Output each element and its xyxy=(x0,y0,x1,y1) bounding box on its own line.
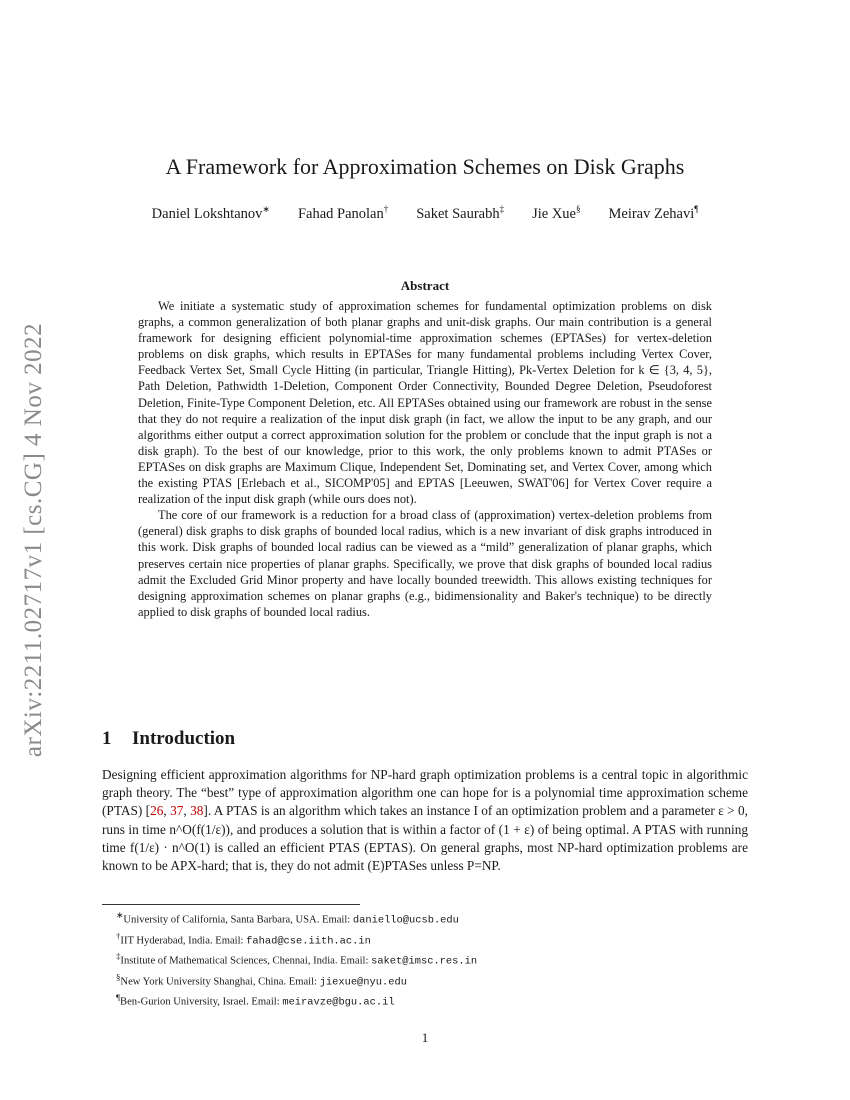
author: Fahad Panolan† xyxy=(297,204,389,222)
paper-title: A Framework for Approximation Schemes on Disk Graphs xyxy=(165,154,685,179)
abstract-paragraph: We initiate a systematic study of approximation schemes for fundamental optimization problems on disk graphs, a common generalization of both planar graphs and unit-disk graphs. Our main contribution is a general framework for designing efficient polynomial-time approximation schemes (EPTASes) for vertex-deletion problems on disk graphs, which results in EPTASes for many fundamental problems including Vertex Cover, Feedback Vertex Set, Small Cycle Hitting (in particular, Triangle Hitting), Pk-Vertex Deletion for k ∈ {3, 4, 5}, Path Deletion, Pathwidth 1-Deletion, Component Order Connectivity, Bounded Degree Deletion, Pseudoforest Deletion, Finite-Type Component Deletion, etc. All EPTASes obtained using our framework are robust in the sense that they do not require a realization of the input disk graph (in fact, we allow the input to be any graph, and our algorithms either output a correct approximation solution for the problem or conclude that the input graph is not a disk graph). To the best of our knowledge, prior to this work, the only problems known to admit PTASes or EPTASes on disk graphs are Maximum Clique, Independent Set, Dominating set, and Vertex Cover, among which the existing PTAS [Erlebach et al., SICOMP'05] and EPTAS [Leeuwen, SWAT'06] for Vertex Cover require a realization of the input disk graph (while ours does not). xyxy=(138,299,712,507)
arxiv-id-text: arXiv:2211.02717v1 [cs.CG] 4 Nov 2022 xyxy=(20,322,47,758)
footnote: ¶Ben-Gurion University, Israel. Email: meiravze@bgu.ac.il xyxy=(116,992,395,1009)
section-number: 1 xyxy=(102,728,112,749)
footnote: ∗University of California, Santa Barbara, USA. Email: daniello@ucsb.edu xyxy=(116,910,459,927)
citation-link[interactable]: 37 xyxy=(170,803,184,819)
footnote: †IIT Hyderabad, India. Email: fahad@cse.iith.ac.in xyxy=(116,930,371,948)
abstract-heading: Abstract xyxy=(400,278,450,293)
author-list xyxy=(0,204,850,223)
author: Meirav Zehavi¶ xyxy=(608,204,699,222)
email-link[interactable]: daniello@ucsb.edu xyxy=(352,914,459,927)
author: Saket Saurabh‡ xyxy=(416,204,505,222)
citation-link[interactable]: 26 xyxy=(150,803,164,819)
footnotes xyxy=(102,908,748,1011)
arxiv-identifier-stamp xyxy=(14,300,54,780)
email-link[interactable]: meiravze@bgu.ac.il xyxy=(282,996,395,1009)
section-heading xyxy=(102,728,235,750)
citation-link[interactable]: 38 xyxy=(190,803,204,819)
footnote: ‡Institute of Mathematical Sciences, Chennai, India. Email: saket@imsc.res.in xyxy=(116,951,478,968)
abstract-body xyxy=(138,298,712,620)
footnote-divider xyxy=(102,904,360,905)
introduction-text xyxy=(102,766,748,875)
footnote: §New York University Shanghai, China. Email: jiexue@nyu.edu xyxy=(116,971,407,989)
email-link[interactable]: fahad@cse.iith.ac.in xyxy=(246,935,371,948)
author: Daniel Lokshtanov∗ xyxy=(151,204,270,222)
section-title: Introduction xyxy=(132,728,236,749)
intro-paragraph: Designing efficient approximation algorithms for NP-hard graph optimization problems is a central topic in algorithmic graph theory. The “best” type of approximation algorithm one can hope for is a polynomial time approximation scheme (PTAS) [26, 37, 38]. A PTAS is an algorithm which takes an instance I of an optimization problem and a parameter ε > 0, runs in time n^O(f(1/ε)), and produces a solution that is within a factor of (1 + ε) of being optimal. A PTAS with running time f(1/ε) · n^O(1) is called an efficient PTAS (EPTAS). On general graphs, most NP-hard optimization problems are known to be APX-hard; that is, they do not admit (E)PTASes unless P=NP. xyxy=(102,767,749,874)
email-link[interactable]: jiexue@nyu.edu xyxy=(319,976,407,989)
email-link[interactable]: saket@imsc.res.in xyxy=(371,955,478,968)
abstract-paragraph: The core of our framework is a reduction for a broad class of (approximation) vertex-deletion problems from (general) disk graphs to disk graphs of bounded local radius, which is a new invariant of disk graphs introduced in this work. Disk graphs of bounded local radius can be viewed as a “mild” generalization of planar graphs, which preserves certain nice properties of planar graphs. Specifically, we prove that disk graphs of bounded local radius admit the Excluded Grid Minor property and have locally bounded treewidth. This allows existing techniques for designing approximation schemes on planar graphs (e.g., bidimensionality and Baker's technique) to be directly applied to disk graphs of bounded local radius. xyxy=(138,508,712,619)
page-number: 1 xyxy=(421,1030,429,1045)
author: Jie Xue§ xyxy=(532,204,581,222)
